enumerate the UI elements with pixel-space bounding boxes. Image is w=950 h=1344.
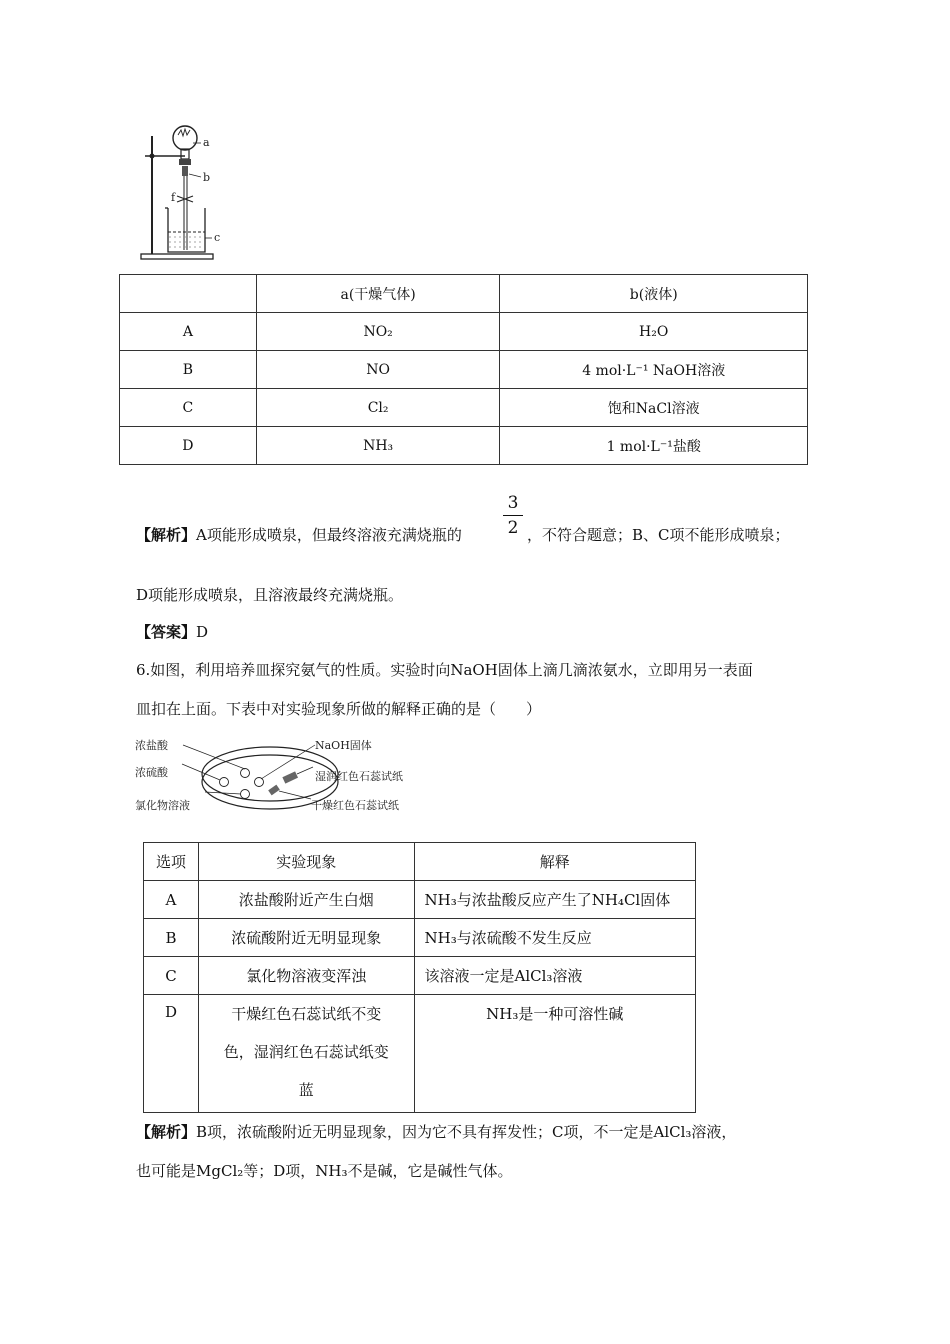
fountain-apparatus-figure <box>135 122 240 264</box>
label-f: f <box>171 191 176 204</box>
analysis-text: A项能形成喷泉，但最终溶液充满烧瓶的 <box>196 526 462 544</box>
liquid-cell: H₂O <box>500 313 808 351</box>
gas-liquid-table <box>119 274 808 465</box>
gas-cell: Cl₂ <box>256 389 500 427</box>
fraction <box>503 493 523 538</box>
option-cell: A <box>144 881 199 919</box>
header-cell <box>120 275 257 313</box>
table-row <box>120 427 808 465</box>
option-cell: B <box>144 919 199 957</box>
option-cell: D <box>144 995 199 1113</box>
analysis-2-line-2: 也可能是MgCl₂等；D项，NH₃不是碱，它是碱性气体。 <box>136 1162 513 1180</box>
analysis-1-line-1b: ，不符合题意；B、C项不能形成喷泉； <box>527 526 790 544</box>
option-cell: B <box>120 351 257 389</box>
observation-line: 干燥红色石蕊试纸不变 <box>231 1005 382 1023</box>
label-naoh-solid: NaOH固体 <box>315 739 372 752</box>
option-cell: C <box>144 957 199 995</box>
option-cell: D <box>120 427 257 465</box>
observation-cell: 浓盐酸附近产生白烟 <box>198 881 414 919</box>
observation-line: 蓝 <box>298 1081 314 1099</box>
table-row <box>144 881 696 919</box>
label-b: b <box>203 171 211 184</box>
option-cell: C <box>120 389 257 427</box>
question-6-line-2: 皿扣在上面。下表中对实验现象所做的解释正确的是（ ） <box>136 700 542 718</box>
header-cell: 实验现象 <box>198 843 414 881</box>
question-6-line-1: 6.如图，利用培养皿探究氨气的性质。实验时向NaOH固体上滴几滴浓氨水，立即用另一表面 <box>136 661 753 679</box>
label-a: a <box>203 136 210 149</box>
table-row <box>120 389 808 427</box>
answer-line <box>136 622 208 642</box>
analysis-tag: 【解析】 <box>136 526 197 544</box>
observation-cell: 浓硫酸附近无明显现象 <box>198 919 414 957</box>
analysis-tag: 【解析】 <box>136 1123 197 1141</box>
analysis-2-line-1 <box>136 1122 736 1142</box>
label-conc-hcl: 浓盐酸 <box>135 739 168 752</box>
liquid-cell: 1 mol·L⁻¹盐酸 <box>500 427 808 465</box>
liquid-cell: 4 mol·L⁻¹ NaOH溶液 <box>500 351 808 389</box>
petri-dish-figure <box>135 736 425 818</box>
label-conc-h2so4: 浓硫酸 <box>135 766 168 779</box>
label-wet-litmus: 湿润红色石蕊试纸 <box>315 770 403 783</box>
header-cell: 选项 <box>144 843 199 881</box>
observation-line: 色，湿润红色石蕊试纸变 <box>223 1043 389 1061</box>
table-row <box>144 957 696 995</box>
observation-cell: 氯化物溶液变浑浊 <box>198 957 414 995</box>
label-c: c <box>214 231 221 244</box>
fraction-numerator: 3 <box>507 493 519 513</box>
analysis-1-line-2: D项能形成喷泉，且溶液最终充满烧瓶。 <box>136 586 404 604</box>
table-row <box>120 313 808 351</box>
answer-value: D <box>196 623 209 641</box>
label-chloride-solution: 氯化物溶液 <box>135 799 190 812</box>
explanation-cell: NH₃与浓硫酸不发生反应 <box>414 919 696 957</box>
observation-cell <box>198 995 414 1113</box>
table-row <box>120 351 808 389</box>
fraction-denominator: 2 <box>507 518 519 538</box>
gas-cell: NH₃ <box>256 427 500 465</box>
label-dry-litmus: 干燥红色石蕊试纸 <box>311 799 399 812</box>
explanation-cell: NH₃是一种可溶性碱 <box>414 995 696 1113</box>
table-row <box>144 995 696 1113</box>
header-cell: 解释 <box>414 843 696 881</box>
explanation-cell: 该溶液一定是AlCl₃溶液 <box>414 957 696 995</box>
analysis-1-line-1 <box>136 525 462 545</box>
explanation-cell: NH₃与浓盐酸反应产生了NH₄Cl固体 <box>414 881 696 919</box>
option-cell: A <box>120 313 257 351</box>
header-cell: a(干燥气体) <box>256 275 500 313</box>
analysis-text: B项，浓硫酸附近无明显现象，因为它不具有挥发性；C项，不一定是AlCl₃溶液， <box>196 1123 737 1141</box>
gas-cell: NO <box>256 351 500 389</box>
table-row <box>144 919 696 957</box>
phenomena-table <box>143 842 696 1113</box>
header-cell: b(液体) <box>500 275 808 313</box>
liquid-cell: 饱和NaCl溶液 <box>500 389 808 427</box>
gas-cell: NO₂ <box>256 313 500 351</box>
answer-tag: 【答案】 <box>136 623 197 641</box>
